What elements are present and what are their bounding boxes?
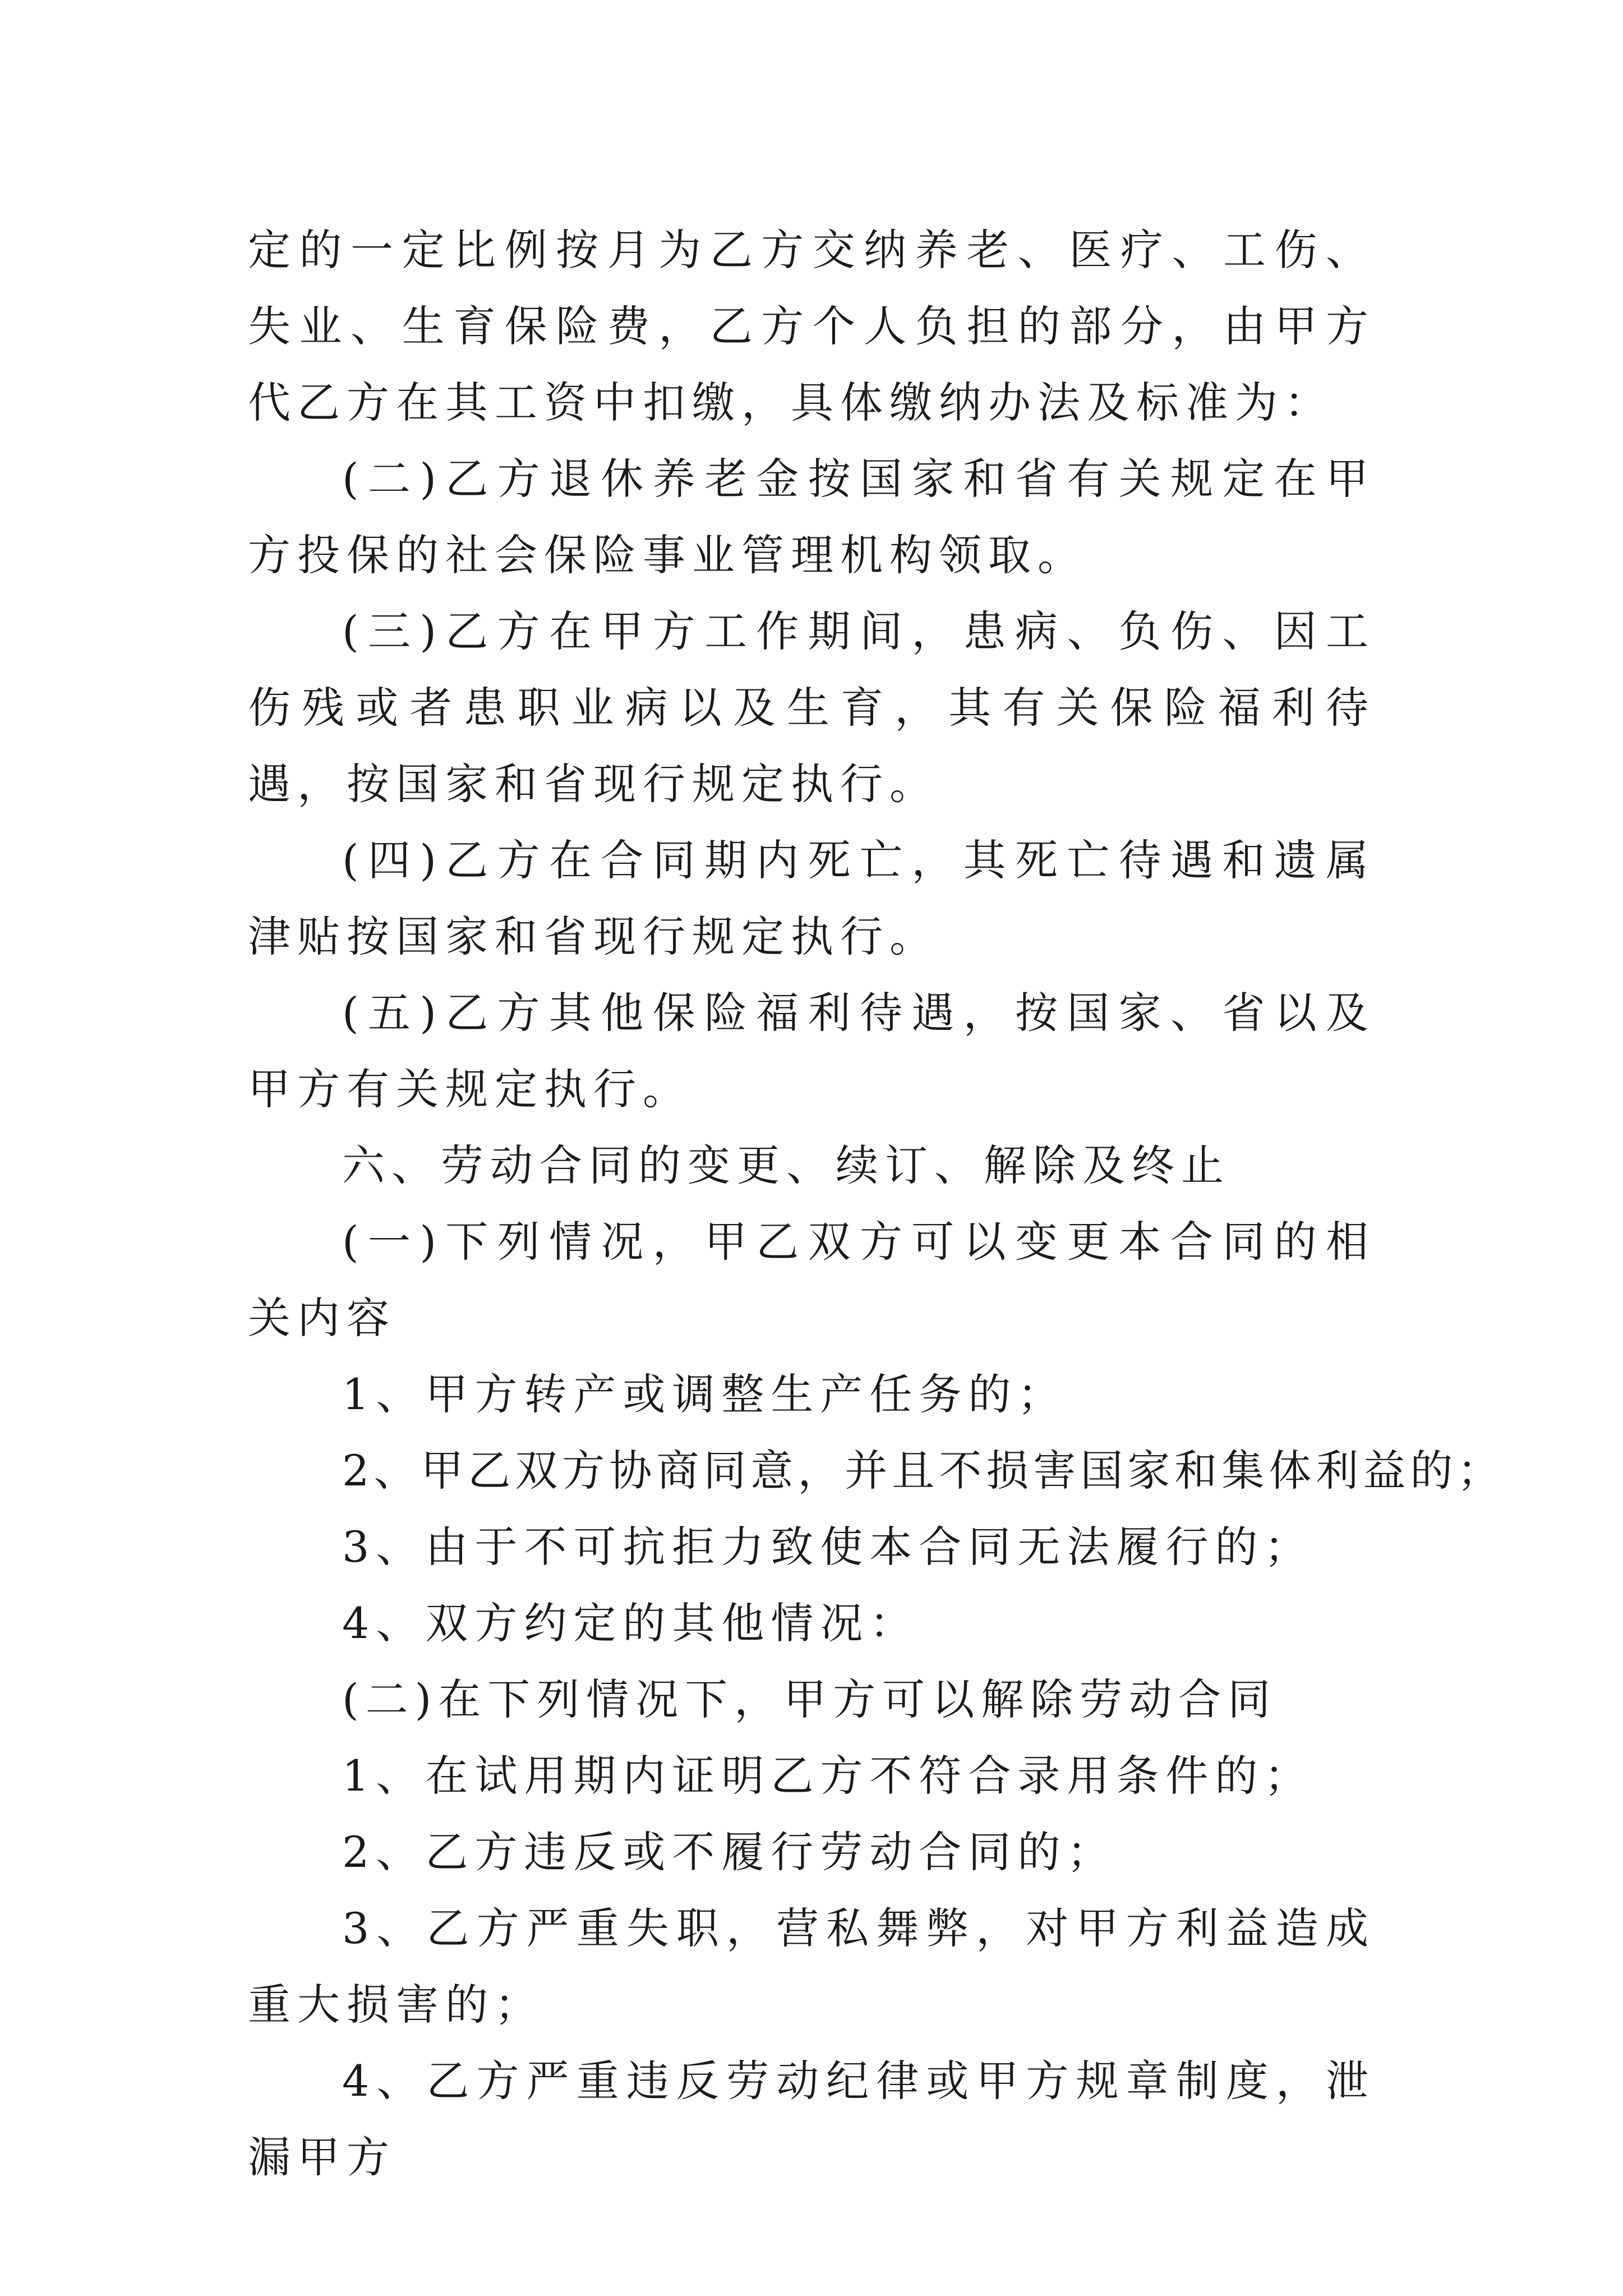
paragraph-clause-5: (五)乙方其他保险福利待遇，按国家、省以及甲方有关规定执行。 [248,988,1375,1114]
paragraph-insurance-contribution: 定的一定比例按月为乙方交纳养老、医疗、工伤、失业、生育保险费，乙方个人负担的部分，由甲方代乙方在其工资中扣缴，具体缴纳办法及标准为： [248,225,1375,427]
section-heading-6: 六、劳动合同的变更、续订、解除及终止 [342,1140,1230,1190]
paragraph-subsection-2: (二)在下列情况下，甲方可以解除劳动合同 [342,1674,1278,1724]
list-item-termination-2: 2、乙方违反或不履行劳动合同的； [342,1827,1117,1877]
list-item-2: 2、甲乙双方协商同意，并且不损害国家和集体利益的； [342,1446,1505,1496]
list-item-termination-3: 3、乙方严重失职，营私舞弊，对甲方利益造成重大损害的； [248,1903,1375,2030]
paragraph-clause-4: (四)乙方在合同期内死亡，其死亡待遇和遗属津贴按国家和省现行规定执行。 [248,835,1375,961]
list-item-4: 4、双方约定的其他情况： [342,1598,919,1648]
paragraph-clause-2: (二)乙方退休养老金按国家和省有关规定在甲方投保的社会保险事业管理机构领取。 [248,454,1375,580]
list-item-termination-1: 1、在试用期内证明乙方不符合录用条件的； [342,1751,1314,1801]
list-item-1: 1、甲方转产或调整生产任务的； [342,1369,1067,1419]
paragraph-subsection-1: (一)下列情况，甲乙双方可以变更本合同的相关内容 [248,1217,1375,1343]
paragraph-clause-3: (三)乙方在甲方工作期间，患病、负伤、因工伤残或者患职业病以及生育，其有关保险福利待遇，按国家和省现行规定执行。 [248,606,1375,809]
document-body [248,212,1505,2196]
list-item-3: 3、由于不可抗拒力致使本合同无法履行的； [342,1522,1314,1572]
list-item-termination-4: 4、乙方严重违反劳动纪律或甲方规章制度，泄漏甲方 [248,2056,1375,2182]
